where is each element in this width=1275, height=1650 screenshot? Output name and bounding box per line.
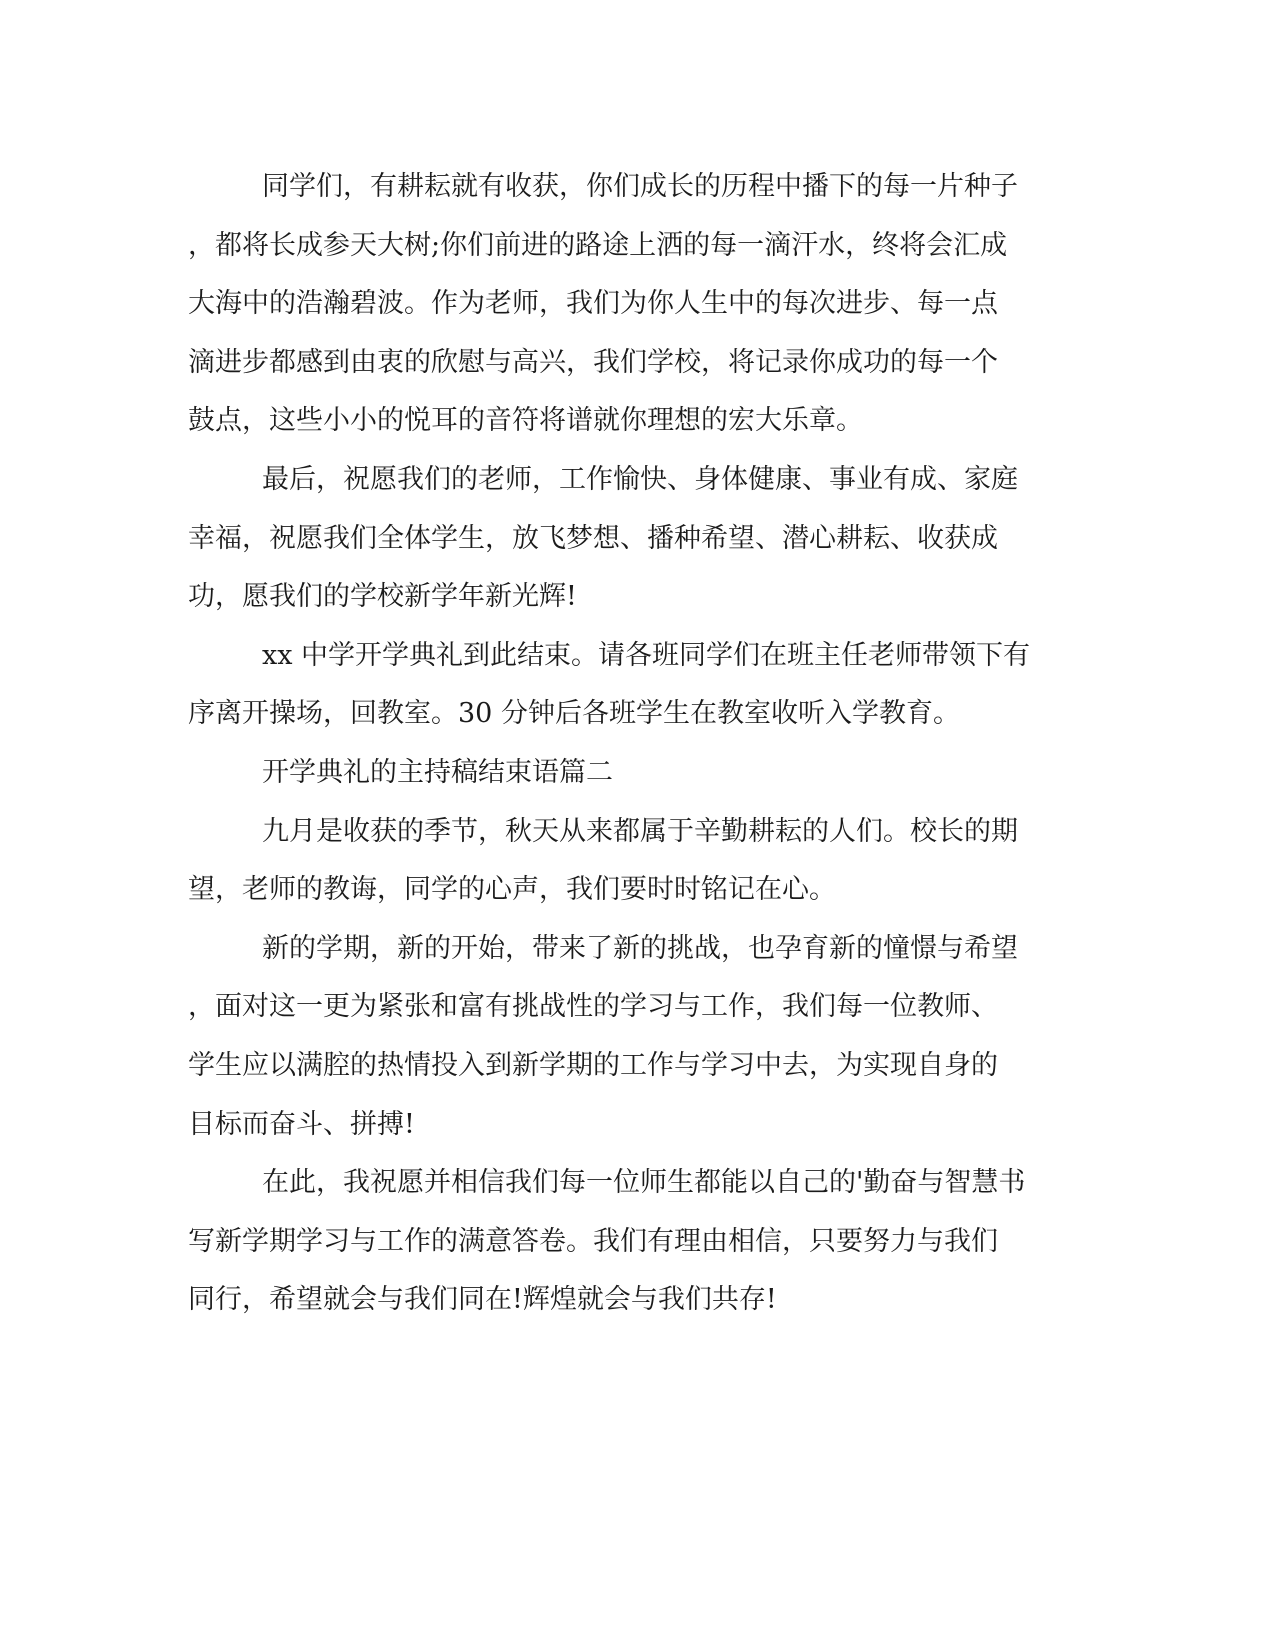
paragraph: [188, 627, 1068, 744]
heading-text: 开学典礼的主持稿结束语篇二: [262, 756, 613, 788]
text-line: 目标而奋斗、拼搏!: [188, 1108, 415, 1140]
text-line: 幸福，祝愿我们全体学生，放飞梦想、播种希望、潜心耕耘、收获成: [188, 522, 998, 554]
text-line: 同学们，有耕耘就有收获，你们成长的历程中播下的每一片种子: [262, 171, 1018, 202]
section-heading: [188, 744, 1068, 803]
text-line: 序离开操场，回教室。30 分钟后各班学生在教室收听入学教育。: [188, 698, 960, 730]
text-line: 大海中的浩瀚碧波。作为老师，我们为你人生中的每次进步、每一点: [188, 288, 998, 320]
text-line: 写新学期学习与工作的满意答卷。我们有理由相信，只要努力与我们: [188, 1225, 998, 1257]
paragraph: [188, 920, 1068, 1154]
text-line: 新的学期，新的开始，带来了新的挑战，也孕育新的憧憬与希望: [262, 932, 1018, 964]
paragraph: [188, 451, 1068, 627]
paragraph: [188, 1154, 1068, 1330]
text-line: 九月是收获的季节，秋天从来都属于辛勤耕耘的人们。校长的期: [262, 815, 1018, 847]
text-line: 鼓点，这些小小的悦耳的音符将谱就你理想的宏大乐章。: [188, 405, 863, 437]
paragraph: [188, 158, 1068, 451]
paragraph: [188, 803, 1068, 920]
text-line: 功，愿我们的学校新学年新光辉!: [188, 581, 577, 613]
text-line: 滴进步都感到由衷的欣慰与高兴，我们学校，将记录你成功的每一个: [188, 346, 998, 378]
text-line: 在此，我祝愿并相信我们每一位师生都能以自己的'勤奋与智慧书: [262, 1167, 1026, 1199]
text-line: ，都将长成参天大树;你们前进的路途上洒的每一滴汗水，终将会汇成: [188, 229, 1008, 261]
text-line: 学生应以满腔的热情投入到新学期的工作与学习中去，为实现自身的: [188, 1049, 998, 1081]
text-line: ，面对这一更为紧张和富有挑战性的学习与工作，我们每一位教师、: [188, 991, 998, 1023]
text-line: 最后，祝愿我们的老师，工作愉快、身体健康、事业有成、家庭: [262, 463, 1018, 495]
text-line: xx 中学开学典礼到此结束。请各班同学们在班主任老师带领下有: [262, 639, 1031, 671]
document-body: [188, 158, 1068, 1330]
text-line: 同行，希望就会与我们同在!辉煌就会与我们共存!: [188, 1284, 777, 1316]
text-line: 望，老师的教诲，同学的心声，我们要时时铭记在心。: [188, 874, 836, 906]
